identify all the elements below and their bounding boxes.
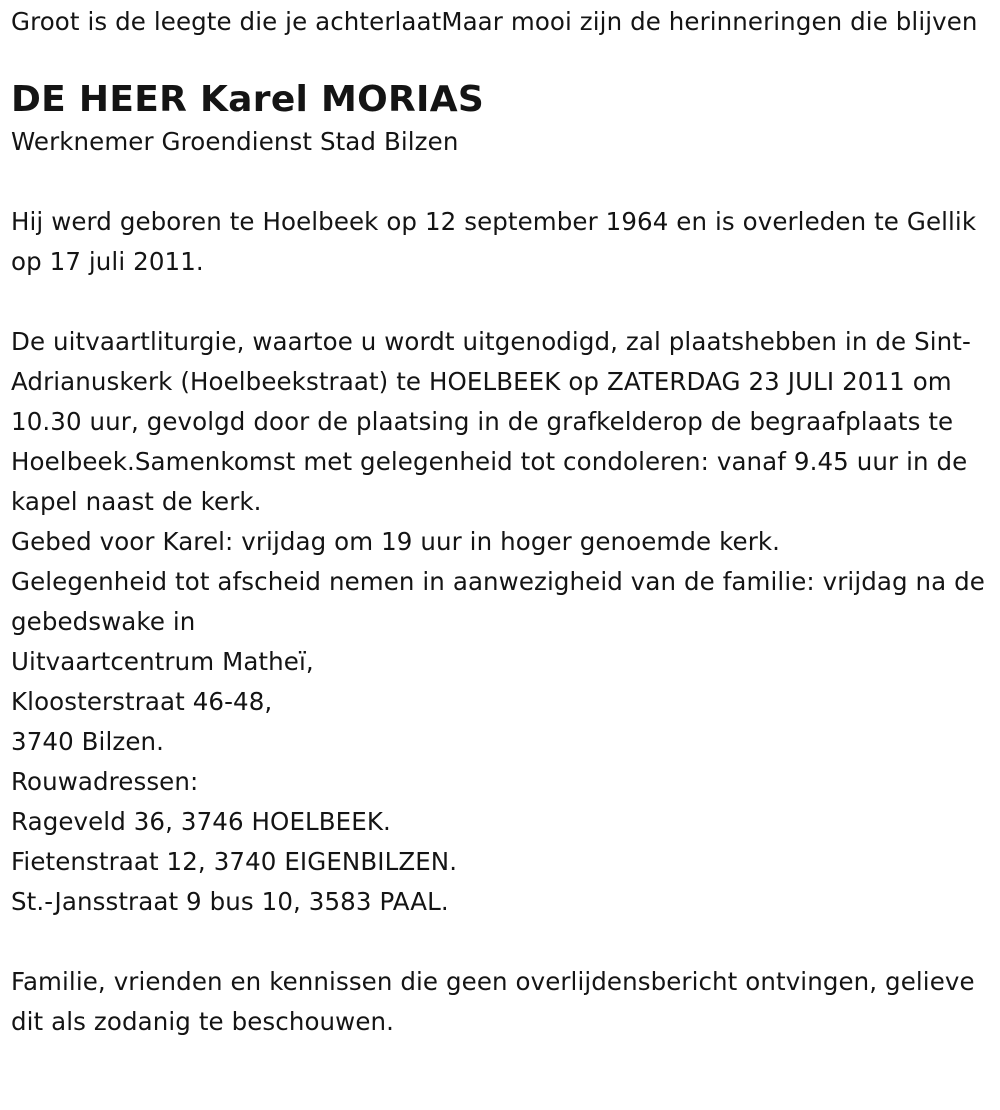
mourning-address: St.-Jansstraat 9 bus 10, 3583 PAAL.: [11, 887, 449, 916]
mourning-address: Rageveld 36, 3746 HOELBEEK.: [11, 807, 391, 836]
funeral-center-city: 3740 Bilzen.: [11, 727, 165, 756]
birth-death-notice: Hij werd geboren te Hoelbeek op 12 september 1964 en is overleden te Gellik op 17 juli 2011.: [11, 207, 977, 276]
mourning-address: Fietenstraat 12, 3740 EIGENBILZEN.: [11, 847, 458, 876]
funeral-liturgy: De uitvaartliturgie, waartoe u wordt uitgenodigd, zal plaatshebben in de Sint-Adrianuskerk (Hoelbeekstraat) te HOELBEEK op ZATERDAG 23 JULI 2011 om 10.30 uur, gevolgd door de plaatsing in de grafkelderop de begraafplaats te Hoelbeek.Samenkomst met gelegenheid tot condoleren: vanaf 9.45 uur in de kapel naast de kerk.: [11, 327, 971, 516]
prayer-notice: Gebed voor Karel: vrijdag om 19 uur in hoger genoemde kerk.: [11, 527, 781, 556]
mourning-addresses-label: Rouwadressen:: [11, 767, 199, 796]
funeral-center-name: Uitvaartcentrum Matheï,: [11, 647, 314, 676]
farewell-notice: Gelegenheid tot afscheid nemen in aanwezigheid van de familie: vrijdag na de gebedswake in: [11, 567, 985, 636]
funeral-details: [11, 322, 992, 922]
deceased-role: Werknemer Groendienst Stad Bilzen: [11, 127, 459, 156]
funeral-center-street: Kloosterstraat 46-48,: [11, 687, 273, 716]
closing-notice: Familie, vrienden en kennissen die geen overlijdensbericht ontvingen, gelieve dit als zodanig te beschouwen.: [11, 967, 975, 1036]
deceased-name: DE HEER Karel MORIAS: [11, 79, 485, 120]
memorial-quote: Groot is de leegte die je achterlaatMaar mooi zijn de herinneringen die blijven: [11, 7, 978, 36]
